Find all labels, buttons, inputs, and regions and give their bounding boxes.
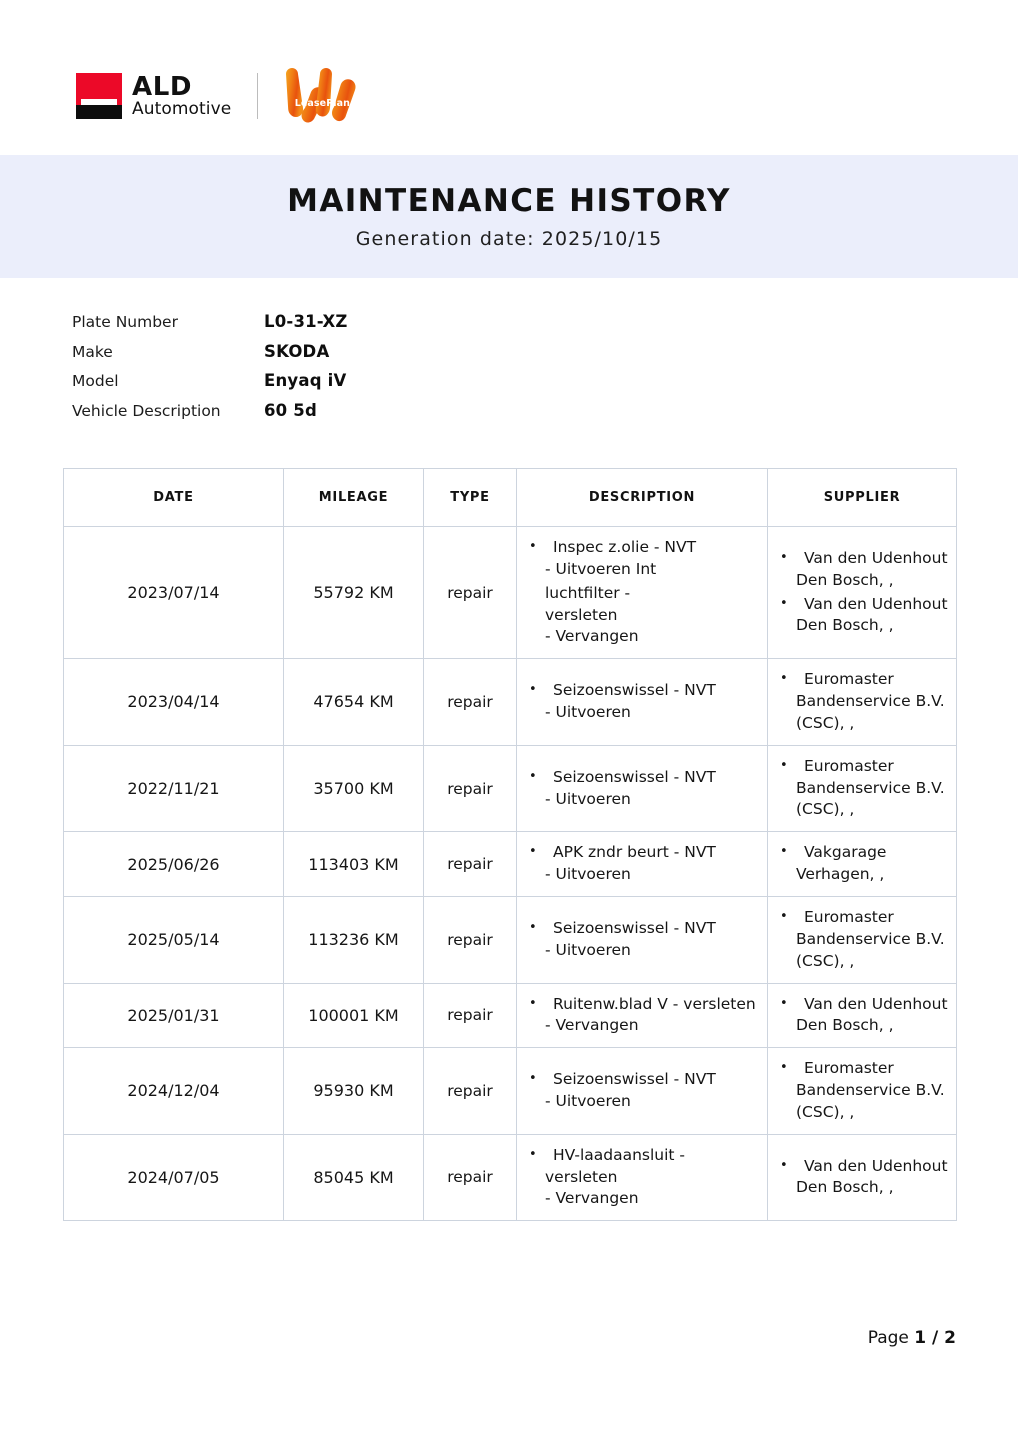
page-footer-label: Page	[867, 1328, 915, 1348]
page-footer-total: 2	[944, 1328, 956, 1348]
description-bullet-item	[545, 918, 761, 962]
description-bullet-sub: - Vervangen	[545, 627, 639, 646]
description-bullet-sub: versleten	[545, 605, 618, 624]
cell-mileage: 35700 KM	[284, 745, 424, 832]
description-bullet-item	[545, 537, 761, 581]
cell-mileage: 100001 KM	[284, 983, 424, 1048]
vehicle-info-row-model	[72, 371, 1018, 401]
cell-description	[517, 983, 768, 1048]
vehicle-info-value: L0-31-XZ	[264, 312, 348, 331]
description-bullet-item	[545, 994, 761, 1038]
supplier-bullet-head: Euromaster Bandenservice B.V. (CSC), ,	[796, 907, 945, 970]
cell-supplier	[768, 896, 957, 983]
vehicle-info-label: Vehicle Description	[72, 401, 221, 420]
cell-type: repair	[424, 983, 517, 1048]
cell-mileage: 113403 KM	[284, 832, 424, 897]
cell-date: 2023/04/14	[64, 659, 284, 746]
description-bullet-head: Ruitenw.blad V - versleten	[553, 994, 756, 1013]
cell-description	[517, 745, 768, 832]
cell-date: 2025/06/26	[64, 832, 284, 897]
maintenance-history-table	[63, 468, 957, 1221]
description-bullet-sub: - Uitvoeren	[545, 940, 631, 959]
description-bullet-list	[521, 842, 761, 886]
description-bullet-head: Inspec z.olie - NVT	[553, 538, 697, 556]
leaseplan-logo-wordmark: LeasePlan	[294, 98, 350, 109]
table-row	[64, 659, 957, 746]
vehicle-info-label: Model	[72, 372, 119, 390]
cell-date: 2025/01/31	[64, 983, 284, 1048]
cell-type: repair	[424, 1048, 517, 1135]
description-bullet-head: HV-laadaansluit - versleten	[545, 1145, 686, 1186]
description-bullet-head: luchtfilter -	[545, 583, 631, 602]
cell-mileage: 113236 KM	[284, 896, 424, 983]
description-bullet-sub: - Uitvoeren Int	[545, 559, 657, 578]
supplier-bullet-head: Van den Udenhout Den Bosch, ,	[796, 1156, 948, 1197]
vehicle-info-value: 60 5d	[264, 400, 317, 420]
vehicle-info-row-vehicle-description	[72, 401, 1018, 431]
cell-supplier	[768, 659, 957, 746]
table-row	[64, 745, 957, 832]
table-row	[64, 983, 957, 1048]
supplier-bullet-item	[796, 1058, 950, 1124]
description-bullet-head: Seizoenswissel - NVT	[553, 918, 716, 937]
column-header-mileage: MILEAGE	[284, 469, 424, 527]
table-header	[64, 469, 957, 527]
cell-supplier	[768, 832, 957, 897]
cell-mileage: 47654 KM	[284, 659, 424, 746]
cell-description	[517, 1048, 768, 1135]
description-bullet-item	[545, 842, 761, 886]
description-bullet-item	[545, 1069, 761, 1113]
description-bullet-head: Seizoenswissel - NVT	[553, 1070, 716, 1089]
supplier-bullet-head: Euromaster Bandenservice B.V. (CSC), ,	[796, 670, 945, 732]
supplier-bullet-item	[796, 669, 950, 735]
ald-logo-line2: Automotive	[132, 99, 232, 120]
cell-supplier	[768, 745, 957, 832]
vehicle-info-label: Plate Number	[72, 313, 178, 331]
description-bullet-sub: - Vervangen	[545, 1189, 639, 1208]
cell-date: 2024/12/04	[64, 1048, 284, 1135]
cell-date: 2022/11/21	[64, 745, 284, 832]
column-header-description: DESCRIPTION	[517, 469, 768, 527]
logo-divider	[257, 73, 258, 119]
supplier-bullet-list	[772, 1058, 950, 1124]
cell-type: repair	[424, 659, 517, 746]
ald-logo-line1: ALD	[132, 71, 193, 102]
cell-type: repair	[424, 896, 517, 983]
page-title: MAINTENANCE HISTORY	[287, 183, 731, 219]
vehicle-info-row-plate-number	[72, 312, 1018, 342]
description-bullet-list	[521, 1069, 761, 1113]
supplier-bullet-head: Vakgarage Verhagen, ,	[796, 843, 887, 884]
description-bullet-sub: - Uitvoeren	[545, 702, 631, 721]
cell-type: repair	[424, 832, 517, 897]
description-bullet-list	[521, 918, 761, 962]
vehicle-info-value: Enyaq iV	[264, 371, 347, 390]
generation-date: Generation date: 2025/10/15	[355, 228, 663, 250]
table-row	[64, 527, 957, 659]
maintenance-table-wrapper	[63, 468, 956, 1221]
page-footer	[868, 1328, 956, 1348]
supplier-bullet-list	[772, 669, 950, 735]
supplier-bullet-head: Van den Udenhout Den Bosch, ,	[796, 548, 948, 589]
cell-mileage: 55792 KM	[284, 527, 424, 659]
vehicle-info-value: SKODA	[264, 341, 330, 361]
description-bullet-head: Seizoenswissel - NVT	[553, 681, 716, 700]
description-bullet-item	[545, 680, 761, 724]
cell-supplier	[768, 983, 957, 1048]
description-bullet-list	[521, 767, 761, 811]
description-bullet-item	[545, 1145, 761, 1211]
supplier-bullet-item	[796, 907, 950, 973]
table-header-row	[64, 469, 957, 527]
description-bullet-sub: - Uitvoeren	[545, 789, 631, 808]
cell-date: 2025/05/14	[64, 896, 284, 983]
description-bullet-item	[545, 767, 761, 811]
column-header-supplier: SUPPLIER	[768, 469, 957, 527]
supplier-bullet-head: Van den Udenhout Den Bosch, ,	[796, 994, 948, 1035]
vehicle-info-label: Make	[72, 342, 113, 361]
cell-date: 2024/07/05	[64, 1134, 284, 1221]
description-bullet-sub: - Uitvoeren	[545, 1091, 631, 1110]
cell-description	[517, 832, 768, 897]
table-row	[64, 832, 957, 897]
table-body	[64, 527, 957, 1221]
title-band	[0, 155, 1018, 278]
supplier-bullet-list	[772, 907, 950, 973]
vehicle-info-row-make	[72, 342, 1018, 372]
cell-mileage: 85045 KM	[284, 1134, 424, 1221]
supplier-bullet-list	[772, 842, 950, 886]
cell-description	[517, 896, 768, 983]
description-bullet-item	[545, 583, 761, 649]
supplier-bullet-list	[772, 994, 950, 1038]
description-bullet-sub: - Vervangen	[545, 1016, 639, 1035]
ald-logo-wordmark	[132, 71, 232, 120]
supplier-bullet-head: Van den Udenhout Den Bosch, ,	[796, 594, 948, 635]
supplier-bullet-head: Euromaster Bandenservice B.V. (CSC), ,	[796, 1059, 945, 1121]
description-bullet-list	[521, 680, 761, 724]
brand-logo-group	[76, 68, 364, 124]
cell-type: repair	[424, 745, 517, 832]
supplier-bullet-item	[796, 994, 950, 1038]
cell-supplier	[768, 527, 957, 659]
supplier-bullet-list	[772, 548, 950, 637]
supplier-bullet-list	[772, 756, 950, 822]
cell-type: repair	[424, 527, 517, 659]
page-footer-separator: /	[926, 1328, 945, 1348]
description-bullet-head: Seizoenswissel - NVT	[553, 767, 716, 786]
page-footer-current: 1	[914, 1328, 927, 1348]
supplier-bullet-head: Euromaster Bandenservice B.V. (CSC), ,	[796, 756, 945, 819]
leaseplan-logo-icon	[280, 68, 364, 124]
cell-description	[517, 527, 768, 659]
supplier-bullet-item	[796, 1156, 950, 1200]
cell-type: repair	[424, 1134, 517, 1221]
cell-mileage: 95930 KM	[284, 1048, 424, 1135]
supplier-bullet-item	[796, 548, 950, 592]
description-bullet-list	[521, 994, 761, 1038]
cell-description	[517, 659, 768, 746]
supplier-bullet-list	[772, 1156, 950, 1200]
table-row	[64, 1048, 957, 1135]
description-bullet-sub: - Uitvoeren	[545, 865, 631, 884]
supplier-bullet-item	[796, 842, 950, 886]
column-header-type: TYPE	[424, 469, 517, 527]
supplier-bullet-item	[796, 756, 950, 822]
cell-supplier	[768, 1048, 957, 1135]
supplier-bullet-item	[796, 594, 950, 638]
table-row	[64, 896, 957, 983]
cell-supplier	[768, 1134, 957, 1221]
cell-description	[517, 1134, 768, 1221]
ald-logo-icon	[76, 73, 122, 119]
cell-date: 2023/07/14	[64, 527, 284, 659]
table-row	[64, 1134, 957, 1221]
description-bullet-head: APK zndr beurt - NVT	[553, 843, 716, 862]
brand-bar	[0, 0, 1018, 155]
vehicle-info-block	[72, 312, 1018, 430]
column-header-date: DATE	[64, 469, 284, 527]
description-bullet-list	[521, 537, 761, 648]
description-bullet-list	[521, 1145, 761, 1211]
